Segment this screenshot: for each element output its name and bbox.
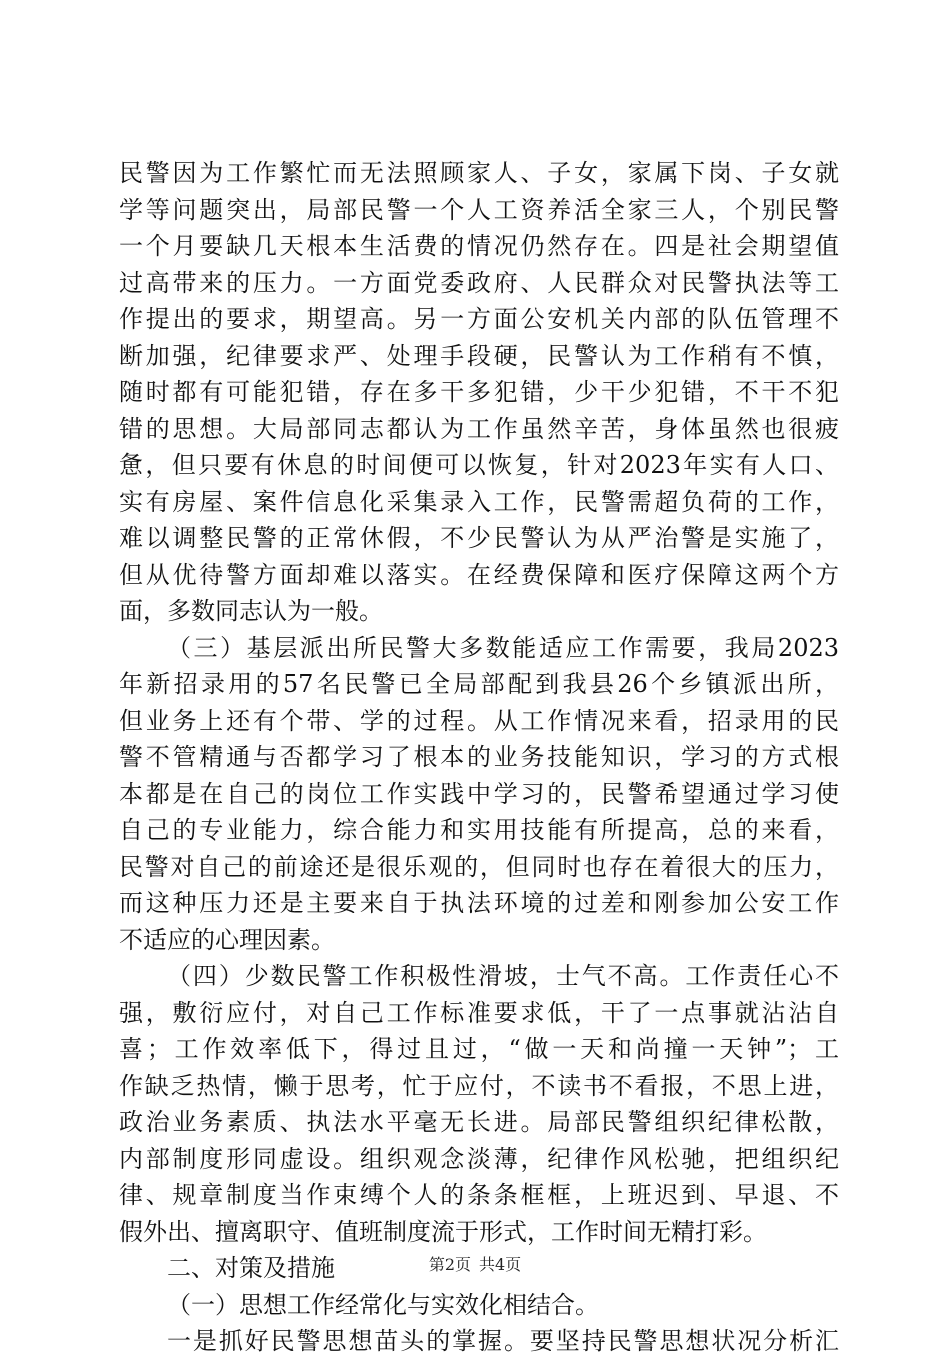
page-footer — [0, 1255, 950, 1275]
text-line: 内部制度形同虚设。组织观念淡薄，纪律作风松驰，把组织纪 — [119, 1144, 839, 1173]
text-line: 但从优待警方面却难以落实。在经费保障和医疗保障这两个方 — [119, 560, 839, 589]
text-line: （三）基层派出所民警大多数能适应工作需要，我局2023 — [167, 633, 839, 662]
text-line: 不适应的心理因素。 — [119, 925, 335, 954]
text-line: （四）少数民警工作积极性滑坡，士气不高。工作责任心不 — [167, 962, 839, 990]
text-line: （一）思想工作经常化与实效化相结合。 — [167, 1290, 599, 1319]
text-line: 过高带来的压力。一方面党委政府、人民群众对民警执法等工 — [119, 268, 839, 297]
text-line: 民警对自己的前途还是很乐观的，但同时也存在着很大的压力， — [119, 852, 839, 881]
text-line: 律、规章制度当作束缚个人的条条框框，上班迟到、早退、不 — [119, 1181, 839, 1209]
text-line: 学等问题突出，局部民警一个人工资养活全家三人，个别民警 — [119, 195, 839, 224]
text-line: 错的思想。大局部同志都认为工作虽然辛苦，身体虽然也很疲 — [119, 414, 839, 443]
document-body — [119, 155, 839, 1360]
text-line: 而这种压力还是主要来自于执法环境的过差和刚参加公安工作 — [119, 889, 839, 917]
text-line: 民警因为工作繁忙而无法照顾家人、子女，家属下岗、子女就 — [119, 159, 839, 187]
text-line: 本都是在自己的岗位工作实践中学习的，民警希望通过学习使 — [119, 779, 839, 808]
text-line: 一个月要缺几天根本生活费的情况仍然存在。四是社会期望值 — [119, 232, 839, 260]
text-line: 作缺乏热情，懒于思考，忙于应付，不读书不看报，不思上进， — [119, 1071, 839, 1100]
text-line: 自己的专业能力，综合能力和实用技能有所提高，总的来看， — [119, 816, 839, 844]
page-total: 共4页 — [479, 1255, 522, 1274]
text-line: 面，多数同志认为一般。 — [119, 597, 383, 625]
text-line: 假外出、擅离职守、值班制度流于形式，工作时间无精打彩。 — [119, 1217, 767, 1246]
text-line: 喜；工作效率低下，得过且过，“做一天和尚撞一天钟”；工 — [119, 1035, 839, 1063]
text-line: 警不管精通与否都学习了根本的业务技能知识，学习的方式根 — [119, 743, 839, 771]
text-line: 一是抓好民警思想苗头的掌握。要坚持民警思想状况分析汇 — [167, 1327, 839, 1355]
text-line: 强，敷衍应付，对自己工作标准要求低，干了一点事就沾沾自 — [119, 998, 839, 1027]
text-line: 年新招录用的57名民警已全局部配到我县26个乡镇派出所， — [119, 670, 839, 698]
text-line: 惫，但只要有休息的时间便可以恢复，针对2023年实有人口、 — [119, 451, 839, 479]
text-line: 断加强，纪律要求严、处理手段硬，民警认为工作稍有不慎， — [119, 341, 839, 370]
text-line: 难以调整民警的正常休假，不少民警认为从严治警是实施了， — [119, 524, 839, 552]
text-line: 随时都有可能犯错，存在多干多犯错，少干少犯错，不干不犯 — [119, 378, 839, 406]
text-line: 政治业务素质、执法水平毫无长进。局部民警组织纪律松散， — [119, 1108, 839, 1136]
text-line: 实有房屋、案件信息化采集录入工作，民警需超负荷的工作， — [119, 487, 839, 516]
page-number: 第2页 — [428, 1255, 471, 1274]
text-line: 但业务上还有个带、学的过程。从工作情况来看，招录用的民 — [119, 706, 839, 735]
text-line: 作提出的要求，期望高。另一方面公安机关内部的队伍管理不 — [119, 305, 839, 333]
text-line: 二、对策及措施 — [167, 1254, 335, 1282]
